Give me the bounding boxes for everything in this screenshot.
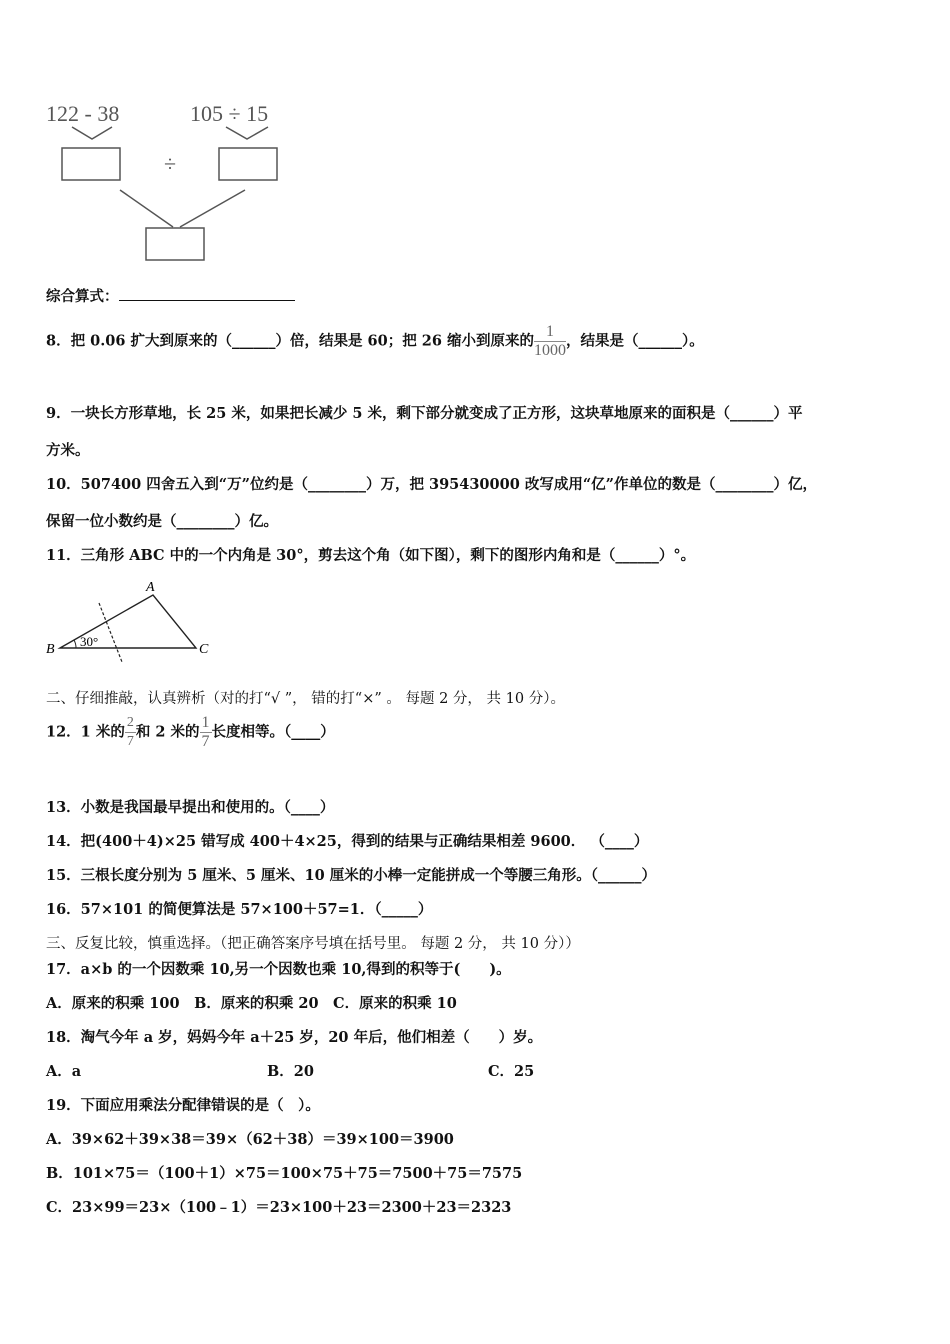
q12-fraction-2 [200, 714, 212, 751]
question-15: 15．三根长度分别为 5 厘米、5 厘米、10 厘米的小棒一定能拼成一个等腰三角形。（______） [46, 867, 656, 884]
question-16: 16．57×101 的简便算法是 57×100＋57=1．（_____） [46, 901, 433, 918]
vertex-label-a: A [146, 580, 155, 595]
right-bracket-line [226, 127, 268, 139]
vertex-label-c: C [199, 642, 209, 657]
q8-fraction-den: 1000 [534, 342, 566, 359]
q18-option-a[interactable]: A．a [46, 1063, 82, 1080]
combined-formula-label: 综合算式： [46, 288, 119, 305]
q12-fraction-1-num: 2 [125, 714, 136, 733]
triangle-figure [40, 575, 230, 667]
left-branch-line [120, 190, 173, 227]
result-answer-box[interactable] [146, 228, 204, 260]
question-9-line1: 9．一块长方形草地，长 25 米，如果把长减少 5 米，剩下部分就变成了正方形，这块草地原来的面积是（______）平 [46, 405, 803, 422]
cut-dashed-line [99, 603, 122, 662]
q19-option-a[interactable]: A．39×62＋39×38＝39×（62＋38）＝39×100＝3900 [46, 1131, 454, 1148]
q12-fraction-1 [125, 714, 136, 751]
question-13: 13．小数是我国最早提出和使用的。（____） [46, 799, 335, 816]
q12-fraction-2-num: 1 [201, 714, 210, 731]
question-8 [46, 323, 704, 360]
combined-formula-blank[interactable] [119, 286, 295, 301]
angle-arc [74, 640, 76, 648]
q12-text-post: 长度相等。（____） [211, 723, 335, 741]
question-17-stem: 17．a×b 的一个因数乘 10,另一个因数也乘 10,得到的积等于( )。 [46, 961, 511, 978]
section-3-heading: 三、反复比较，慎重选择。（把正确答案序号填在括号里。 每题 2 分， 共 10 分）） [46, 936, 580, 952]
left-answer-box[interactable] [62, 148, 120, 180]
q18-option-c[interactable]: C．25 [488, 1063, 535, 1080]
question-17-options: A．原来的积乘 100 B．原来的积乘 20 C．原来的积乘 10 [46, 995, 457, 1012]
q8-fraction [534, 323, 566, 360]
right-answer-box[interactable] [219, 148, 277, 180]
q8-text-pre: 8．把 0.06 扩大到原来的（______）倍，结果是 60；把 26 缩小到原来的 [46, 332, 534, 350]
right-branch-line [180, 190, 245, 227]
q18-option-b[interactable]: B．20 [267, 1063, 314, 1080]
vertex-label-b: B [46, 642, 55, 657]
q12-fraction-1-den: 7 [126, 734, 134, 749]
combined-formula-line [46, 286, 295, 307]
left-bracket-line [72, 127, 112, 139]
q8-text-post: ，结果是（______）。 [566, 332, 704, 350]
question-9-line2: 方米。 [46, 442, 90, 459]
question-19-stem: 19．下面应用乘法分配律错误的是（ ）。 [46, 1097, 320, 1114]
angle-label: 30° [80, 634, 99, 649]
divide-operator: ÷ [164, 151, 177, 176]
question-10-line2: 保留一位小数约是（________）亿。 [46, 513, 278, 530]
question-12 [46, 714, 335, 751]
q12-text-pre: 12．1 米的 [46, 723, 125, 741]
section-2-heading: 二、仔细推敲，认真辨析（对的打“√ ”， 错的打“×” 。 每题 2 分， 共 10 分）。 [46, 691, 565, 707]
question-11: 11．三角形 ABC 中的一个内角是 30°，剪去这个角（如下图），剩下的图形内角和是（______）°。 [46, 547, 696, 564]
q19-option-b[interactable]: B．101×75＝（100＋1）×75＝100×75＋75＝7500＋75＝7575 [46, 1165, 523, 1182]
question-10-line1: 10．507400 四舍五入到“万”位约是（________）万，把 395430000 改写成用“亿”作单位的数是（________）亿， [46, 476, 818, 493]
left-expression: 122 - 38 [46, 101, 120, 126]
right-expression: 105 ÷ 15 [190, 101, 269, 126]
calc-tree-diagram [40, 95, 320, 265]
question-14: 14．把(400＋4)×25 错写成 400＋4×25，得到的结果与正确结果相差 9600． （____） [46, 833, 649, 850]
q19-option-c[interactable]: C．23×99＝23×（100﹣1）＝23×100＋23＝2300＋23＝2323 [46, 1199, 512, 1216]
question-18-stem: 18．淘气今年 a 岁，妈妈今年 a＋25 岁，20 年后，他们相差（ ）岁。 [46, 1029, 543, 1046]
q12-text-mid: 和 2 米的 [135, 723, 200, 741]
q12-fraction-2-den: 7 [201, 733, 210, 750]
q8-fraction-num: 1 [534, 323, 566, 342]
